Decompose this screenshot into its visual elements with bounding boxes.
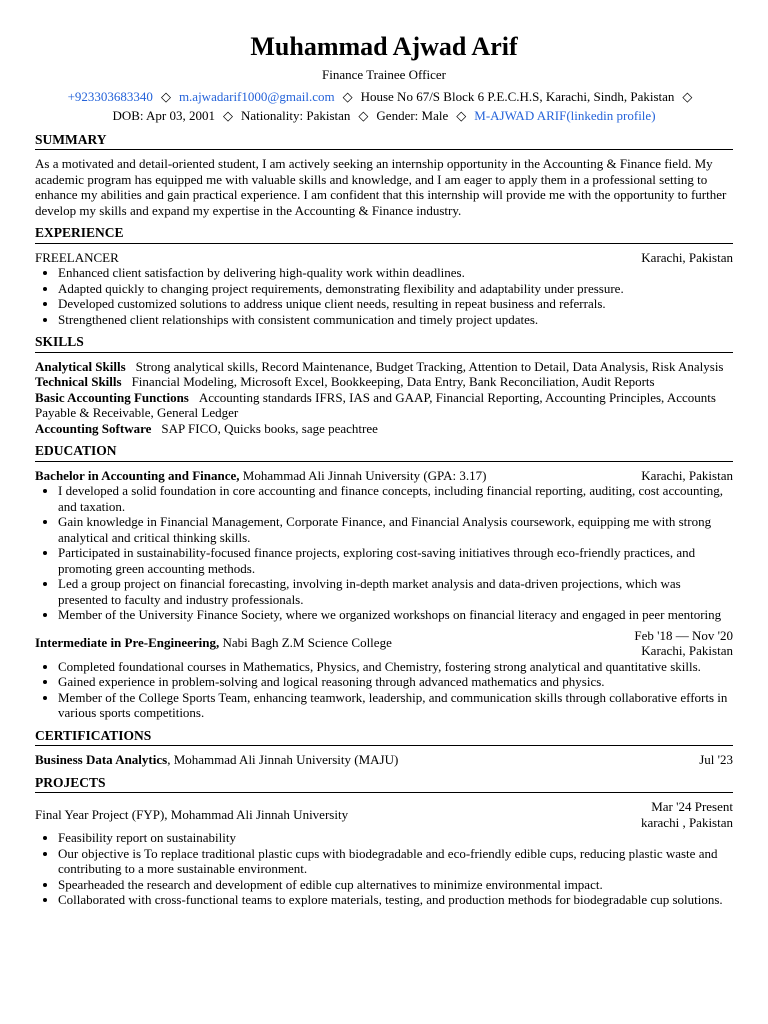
nationality: Nationality: Pakistan — [241, 107, 351, 123]
email-link[interactable]: m.ajwadarif1000@gmail.com — [178, 88, 335, 104]
list-item: • Participated in sustainability-focused finance projects, exploring cost-saving initiatives through eco-friendly practices, and promoting green accounting methods. — [58, 545, 733, 576]
project-location: karachi , Pakistan — [640, 814, 733, 830]
list-item: • Spearheaded the research and development of edible cup alternatives to minimize environmental impact. — [58, 877, 733, 893]
list-item: • Feasibility report on sustainability — [58, 830, 733, 846]
education-location: Karachi, Pakistan — [641, 467, 733, 483]
list-item: • Strengthened client relationships with consistent communication and timely project updates. — [58, 312, 733, 328]
separator-icon: ◇ — [342, 88, 353, 104]
education-heading: EDUCATION — [35, 443, 733, 462]
degree-line — [35, 468, 486, 484]
school-name: Mohammad Ali Jinnah University (GPA: 3.17) — [242, 467, 487, 483]
education-dates: Feb '18 — Nov '20 — [634, 627, 733, 643]
list-item: • Developed customized solutions to address unique client needs, resulting in repeat business and referrals. — [58, 296, 733, 312]
experience-header — [35, 250, 733, 266]
project-meta — [641, 799, 733, 830]
certification-issuer: , Mohammad Ali Jinnah University (MAJU) — [167, 752, 399, 767]
project-dates: Mar '24 Present — [651, 799, 733, 814]
dob: DOB: Apr 03, 2001 — [112, 107, 216, 123]
degree-line — [35, 635, 392, 651]
skill-row — [35, 374, 733, 390]
experience-bullets — [35, 265, 733, 327]
skill-label: Basic Accounting Functions — [35, 389, 189, 405]
degree-name: Intermediate in Pre-Engineering, — [35, 635, 220, 651]
phone-link[interactable]: +923303683340 — [67, 88, 153, 104]
separator-icon: ◇ — [682, 88, 693, 104]
list-item: • Led a group project on financial forecasting, involving in-depth market analysis and data-driven projections, which was presented to faculty and industry professionals. — [58, 576, 733, 607]
address: House No 67/S Block 6 P.E.C.H.S, Karachi, Sindh, Pakistan — [360, 88, 675, 104]
gender: Gender: Male — [376, 107, 449, 123]
list-item: • Gained experience in problem-solving and logical reasoning through advanced mathematics and physics. — [58, 674, 733, 690]
experience-role: FREELANCER — [35, 249, 119, 265]
candidate-name: Muhammad Ajwad Arif — [250, 32, 518, 61]
certification-entry — [35, 752, 733, 768]
education-meta — [634, 628, 733, 659]
education-bullets — [35, 659, 733, 721]
list-item: • Enhanced client satisfaction by delivering high-quality work within deadlines. — [58, 265, 733, 281]
list-item: • Gain knowledge in Financial Management, Corporate Finance, and Financial Analysis coursework, equipping me with strong analytical and critical thinking skills. — [58, 514, 733, 545]
separator-icon: ◇ — [223, 107, 234, 123]
certification-date: Jul '23 — [699, 752, 733, 767]
list-item: • Collaborated with cross-functional teams to explore materials, testing, and production methods for biodegradable cup solutions. — [58, 892, 733, 908]
certification-line — [35, 752, 398, 768]
list-item: • Our objective is To replace traditional plastic cups with biodegradable and eco-friendly edible cups, reducing plastic waste and contributing to a more sustainable environment. — [58, 846, 733, 877]
project-name: Final Year Project (FYP), Mohammad Ali Jinnah University — [35, 806, 349, 822]
skill-value: Accounting standards IFRS, IAS and GAAP, Financial Reporting, Accounting Principles, Accounts Payable & Receivable, General Ledger — [35, 389, 716, 420]
skill-label: Technical Skills — [35, 374, 122, 389]
skill-row — [35, 421, 733, 437]
project-header — [35, 799, 733, 830]
project-bullets — [35, 830, 733, 908]
list-item: • Member of the College Sports Team, enhancing teamwork, leadership, and communication skills through collaborative efforts in various sports competitions. — [58, 690, 733, 721]
skill-value: Strong analytical skills, Record Maintenance, Budget Tracking, Attention to Detail, Data Analysis, Risk Analysis — [135, 358, 724, 374]
linkedin-link[interactable]: M-AJWAD ARIF(linkedin profile) — [474, 107, 656, 123]
skill-value: SAP FICO, Quicks books, sage peachtree — [161, 420, 378, 436]
projects-heading: PROJECTS — [35, 775, 733, 794]
skill-value: Financial Modeling, Microsoft Excel, Bookkeeping, Data Entry, Bank Reconciliation, Audit Reports — [131, 374, 655, 389]
experience-heading: EXPERIENCE — [35, 225, 733, 244]
list-item: • I developed a solid foundation in core accounting and finance concepts, including financial reporting, auditing, cost accounting, and taxation. — [58, 483, 733, 514]
list-item: • Completed foundational courses in Mathematics, Physics, and Chemistry, fostering strong analytical and quantitative skills. — [58, 659, 733, 675]
education-entry-header — [35, 628, 733, 659]
separator-icon: ◇ — [160, 88, 171, 104]
skills-heading: SKILLS — [35, 334, 733, 353]
skill-row — [35, 390, 733, 421]
certification-name: Business Data Analytics — [35, 752, 168, 767]
skill-row — [35, 359, 733, 375]
education-location: Karachi, Pakistan — [641, 643, 733, 658]
education-bullets — [35, 483, 733, 623]
school-name: Nabi Bagh Z.M Science College — [222, 635, 392, 651]
summary-heading: SUMMARY — [35, 132, 733, 151]
contact-info — [35, 87, 733, 125]
list-item: • Adapted quickly to changing project requirements, demonstrating flexibility and adaptability under pressure. — [58, 281, 733, 297]
education-entry-header — [35, 468, 733, 484]
skill-label: Analytical Skills — [35, 358, 126, 374]
certifications-heading: CERTIFICATIONS — [35, 728, 733, 747]
list-item: • Member of the University Finance Society, where we organized workshops on financial literacy and engaged in peer mentoring — [58, 607, 733, 623]
separator-icon: ◇ — [358, 107, 369, 123]
summary-text: As a motivated and detail-oriented student, I am actively seeking an internship opportunity in the Accounting & Finance field. My academic program has equipped me with valuable skills and knowledge, and I am eager to apply them in a professional setting to enhance my abilities and gain practical experience. I am confident that this internship will provide me with the opportunity to further develop my skills and expand my expertise in the Accounting & Finance industry. — [35, 156, 727, 218]
skill-label: Accounting Software — [35, 420, 152, 436]
candidate-role: Finance Trainee Officer — [322, 67, 446, 82]
degree-name: Bachelor in Accounting and Finance, — [35, 467, 240, 483]
separator-icon: ◇ — [456, 107, 467, 123]
experience-location: Karachi, Pakistan — [641, 249, 733, 265]
